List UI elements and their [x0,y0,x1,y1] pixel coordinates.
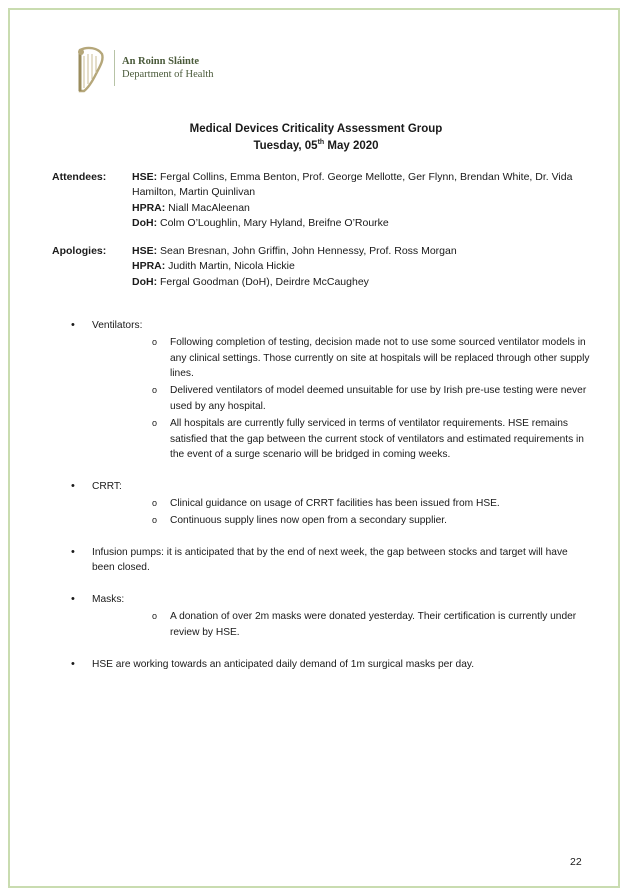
apologies-hse: HSE: Sean Bresnan, John Griffin, John Hennessy, Prof. Ross Morgan [132,245,457,257]
attendees-hpra: HPRA: Niall MacAleenan [132,201,250,214]
logo-irish-text: An Roinn Sláinte [122,56,200,67]
logo-english-text: Department of Health [122,69,214,80]
attendees-doh: DoH: Colm O’Loughlin, Mary Hyland, Breifne O’Rourke [132,216,389,229]
list-item: o Continuous supply lines now open from a secondary supplier. [92,513,592,529]
logo-divider [114,50,115,86]
list-item: • Infusion pumps: it is anticipated that by the end of next week, the gap between stocks and target will have been closed. [52,545,592,577]
attendees-list [132,170,582,231]
page-number: 22 [570,856,582,868]
department-logo [70,44,240,96]
attendees-label: Attendees: [52,171,107,183]
attendees-hse: HSE: Fergal Collins, Emma Benton, Prof. George Mellotte, Ger Flynn, Brendan White, Dr. Vida Hamilton, Martin Quinlivan [132,171,573,199]
list-item: o All hospitals are currently fully serviced in terms of ventilator requirements. HSE remains satisfied that the gap between the current stock of ventilators and estimated requirements in the event of a surge scenario will be bridged in coming weeks. [92,416,592,463]
apologies-list [132,244,582,290]
list-item: o Clinical guidance on usage of CRRT facilities has been issued from HSE. [92,496,592,512]
meeting-date: Tuesday, 05th May 2020 [253,139,379,152]
document-title: Medical Devices Criticality Assessment Group [189,123,443,135]
list-item: • HSE are working towards an anticipated daily demand of 1m surgical masks per day. [52,657,592,673]
list-item: o A donation of over 2m masks were donated yesterday. Their certification is currently under review by HSE. [92,609,592,641]
list-item: o Following completion of testing, decision made not to use some sourced ventilator models in any clinical settings. Those currently on site at hospitals will be replaced through other supply lines. [92,335,592,382]
discussion-items [52,318,592,688]
list-item: o Delivered ventilators of model deemed unsuitable for use by Irish pre-use testing were never used by any hospital. [92,383,592,415]
list-item: • Ventilators: o Following completion of testing, decision made not to use some sourced ventilator models in any clinical settings. Those currently on site at hospitals will be replaced through other supply lines. o Delivered ventilators of model deemed unsuitable for use by Irish pre-use testing were never used by any hospital. o All hospitals are currently fully serviced in terms of ventilator requirements. HSE remains satisfied that the gap between the current stock of ventilators and estimated requirements in the event of a surge scenario will be bridged in coming weeks. [52,318,592,463]
apologies-doh: DoH: Fergal Goodman (DoH), Deirdre McCaughey [132,275,369,288]
harp-icon [70,44,110,94]
list-item: • CRRT: o Clinical guidance on usage of CRRT facilities has been issued from HSE. o Continuous supply lines now open from a secondary supplier. [52,479,592,528]
list-item: • Masks: o A donation of over 2m masks were donated yesterday. Their certification is currently under review by HSE. [52,592,592,640]
apologies-label: Apologies: [52,245,107,257]
apologies-hpra: HPRA: Judith Martin, Nicola Hickie [132,260,295,273]
